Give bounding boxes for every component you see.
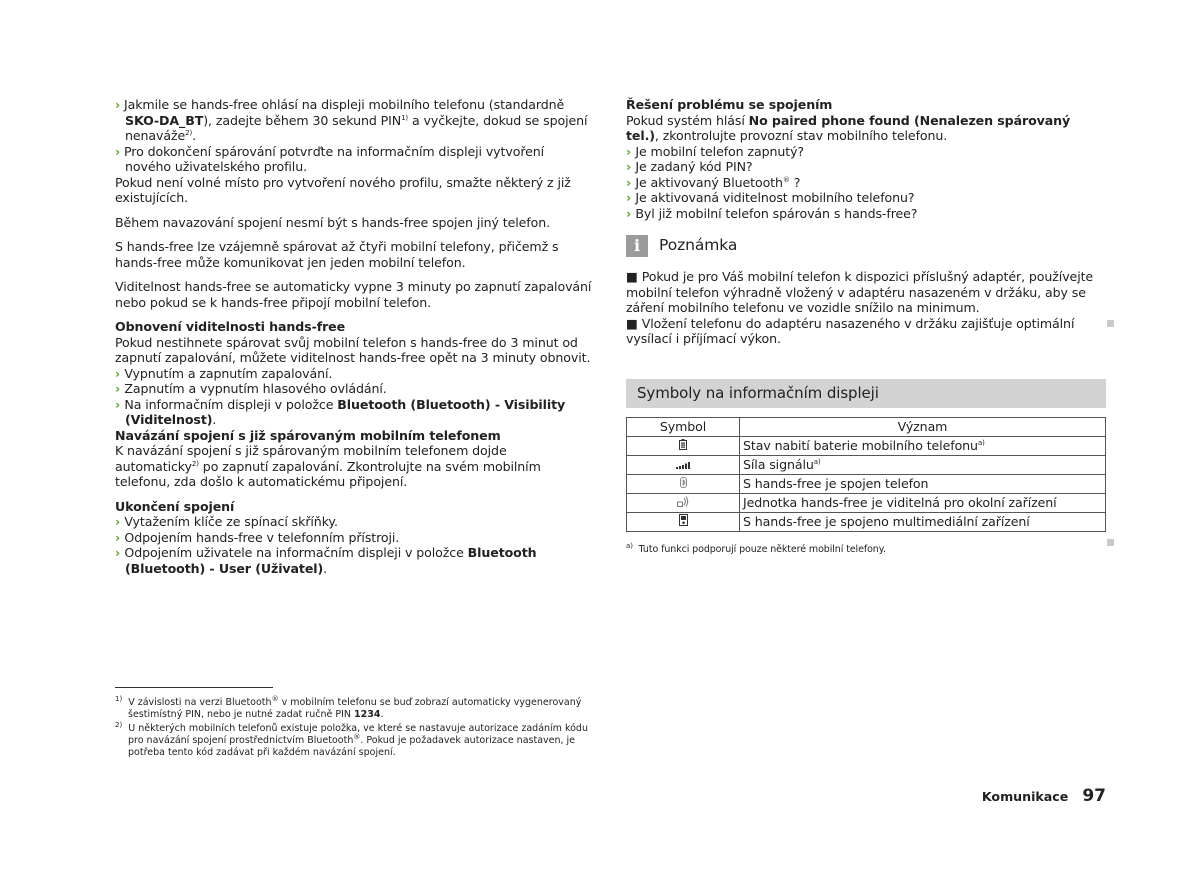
paragraph: S hands-free lze vzájemně spárovat až čtyři mobilní telefony, přičemž s hands-free může komunikovat jen jeden mobilní telefon. xyxy=(115,239,559,270)
chevron-right-icon: › xyxy=(115,97,121,112)
footnotes xyxy=(115,694,593,761)
list-item: › Vytažením klíče ze spínací skříňky. xyxy=(115,514,338,529)
paragraph: Viditelnost hands-free se automaticky vypne 3 minuty po zapnutí zapalování nebo pokud se k hands-free připojí mobilní telefon. xyxy=(115,279,592,310)
note-text: ■ Vložení telefonu do adaptéru nasazeného v držáku zajišťuje optimální vysílací i příjímací výkon. xyxy=(626,316,1106,347)
list-item: › Jakmile se hands-free ohlásí na displeji mobilního telefonu (standardně SKO-DA_BT), zadejte během 30 sekund PIN$^{1)}$ a vyčkejte, dokud se spojení nenaváže$^{2)}$. xyxy=(115,97,588,143)
list-item: › Odpojením hands-free v telefonním přístroji. xyxy=(115,529,400,545)
list-item: › Na informačním displeji v položce Bluetooth (Bluetooth) - Visibility (Viditelnost). xyxy=(115,396,566,427)
table-row: Síla signálu$^{a)}$ xyxy=(627,455,1106,474)
chevron-right-icon: › xyxy=(115,514,125,529)
section-name: Komunikace xyxy=(981,789,1069,804)
chevron-right-icon: › xyxy=(115,545,125,560)
table-row: S hands-free je spojeno multimediální zařízení xyxy=(627,512,1106,531)
chevron-right-icon: › xyxy=(115,365,125,381)
table-header: Symbol xyxy=(627,417,740,436)
section-band: Symboly na informačním displeji xyxy=(626,379,1106,408)
list-item: › Je mobilní telefon zapnutý? xyxy=(626,143,805,159)
list-item: › Zapnutím a vypnutím hlasového ovládání. xyxy=(115,381,387,396)
right-column xyxy=(626,97,1106,557)
bluetooth-connected-icon xyxy=(680,477,687,488)
list-item: › Je aktivovaná viditelnost mobilního telefonu? xyxy=(626,190,915,205)
chevron-right-icon: › xyxy=(626,190,636,205)
multimedia-phone-icon xyxy=(679,514,688,526)
page-number: 97 xyxy=(1082,786,1106,806)
chevron-right-icon: › xyxy=(115,381,125,396)
table-header: Význam xyxy=(740,417,1106,436)
chevron-right-icon: › xyxy=(115,143,121,159)
end-square-icon xyxy=(1107,539,1114,546)
visible-device-icon xyxy=(677,496,689,507)
battery-icon xyxy=(679,439,687,450)
chevron-right-icon: › xyxy=(626,174,636,190)
left-column xyxy=(115,97,593,576)
footnote-rule xyxy=(115,687,273,688)
table-row: Jednotka hands-free je viditelná pro okolní zařízení xyxy=(627,493,1106,512)
chevron-right-icon: › xyxy=(626,205,636,221)
list-item: › Je aktivovaný Bluetooth® ? xyxy=(626,174,801,190)
section-heading: Navázání spojení s již spárovaným mobilním telefonem xyxy=(115,427,501,443)
end-square-icon xyxy=(1107,320,1114,327)
list-item: › Vypnutím a zapnutím zapalování. xyxy=(115,365,333,381)
note-title: Poznámka xyxy=(659,236,738,255)
paragraph: Pokud systém hlásí No paired phone found (Nenalezen spárovaný tel.), zkontrolujte provozní stav mobilního telefonu. xyxy=(626,112,1071,143)
section-heading: Ukončení spojení xyxy=(115,498,235,514)
list-item: › Pro dokončení spárování potvrďte na informačním displeji vytvoření nového uživatelského profilu. xyxy=(115,143,545,174)
symbols-table xyxy=(626,417,1106,532)
signal-strength-icon xyxy=(676,462,691,469)
chevron-right-icon: › xyxy=(115,529,125,545)
section-heading: Řešení problému se spojením xyxy=(626,97,833,112)
list-item: › Odpojením uživatele na informačním displeji v položce Bluetooth (Bluetooth) - User (Uživatel). xyxy=(115,545,537,576)
paragraph: Pokud není volné místo pro vytvoření nového profilu, smažte některý z již existujících. xyxy=(115,174,571,205)
section-heading: Obnovení viditelnosti hands-free xyxy=(115,319,346,334)
note-header xyxy=(626,235,1106,257)
table-row: Stav nabití baterie mobilního telefonu$^{a)}$ xyxy=(627,436,1106,455)
table-row: S hands-free je spojen telefon xyxy=(627,474,1106,493)
chevron-right-icon: › xyxy=(115,396,125,412)
paragraph: Pokud nestihnete spárovat svůj mobilní telefon s hands-free do 3 minut od zapnutí zapalování, můžete viditelnost hands-free opět na 3 minuty obnovit. xyxy=(115,334,591,365)
page-footer xyxy=(982,786,1106,806)
paragraph: Během navazování spojení nesmí být s hands-free spojen jiný telefon. xyxy=(115,214,551,230)
info-icon: i xyxy=(626,235,648,257)
chevron-right-icon: › xyxy=(626,159,636,174)
chevron-right-icon: › xyxy=(626,143,636,159)
footnote: $^{2)}$ U některých mobilních telefonů existuje položka, ve které se nastavuje autorizace zadáním kódu pro navázání spojení prostřednictvím Bluetooth®. Pokud je požadavek autorizace nastaven, je potřeba tento kód zadávat při každém navázání spojení. xyxy=(115,720,588,758)
note-text: ■ Pokud je pro Váš mobilní telefon k dispozici příslušný adaptér, používejte mobilní telefon výhradně vložený v adaptéru nasazeném v držáku, aby se záření mobilního telefonu ve vozidle snížilo na minimum. xyxy=(626,269,1094,315)
footnote: $^{1)}$ V závislosti na verzi Bluetooth® v mobilním telefonu se buď zobrazí automaticky vygenerovaný šestimístný PIN, nebo je nutné zadat ručně PIN 1234. xyxy=(115,694,582,720)
paragraph: K navázání spojení s již spárovaným mobilním telefonem dojde automaticky$^{2)}$ po zapnutí zapalování. Zkontrolujte na svém mobilním telefonu, zda došlo k automatickému připojení. xyxy=(115,443,541,489)
table-footnote: $^{a)}$ Tuto funkci podporují pouze některé mobilní telefony. xyxy=(626,542,1106,558)
list-item: › Je zadaný kód PIN? xyxy=(626,159,753,174)
list-item: › Byl již mobilní telefon spárován s hands-free? xyxy=(626,205,918,221)
